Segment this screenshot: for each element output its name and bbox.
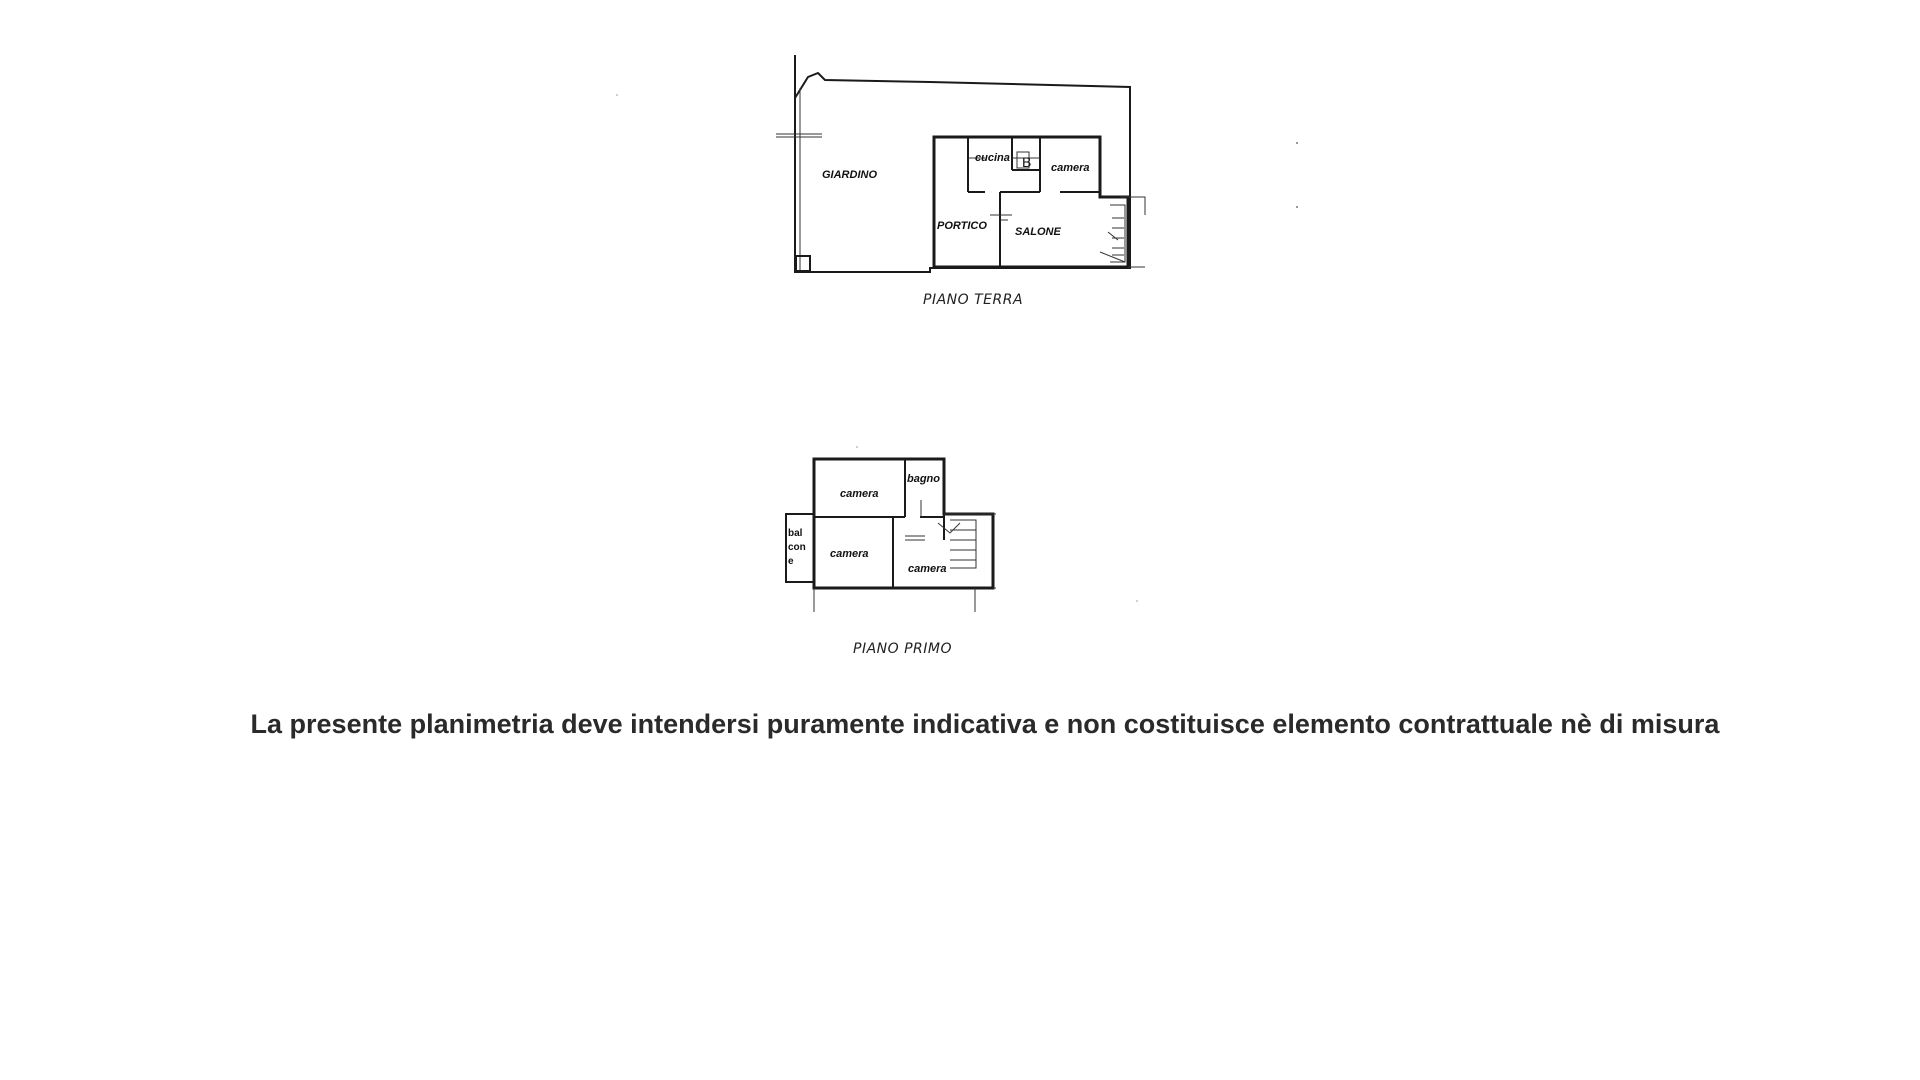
room-label-giardino: GIARDINO (822, 169, 877, 181)
room-label-camera: camera (1051, 162, 1090, 174)
first-floor-title: PIANO PRIMO (853, 641, 952, 657)
room-label-portico: PORTICO (937, 220, 987, 232)
room-label-camera-left: camera (830, 548, 869, 560)
first-floor-outline (814, 459, 993, 588)
room-label-bagno: bagno (907, 473, 940, 485)
ground-floor-plan (776, 55, 1145, 308)
disclaimer-text: La presente planimetria deve intendersi puramente indicativa e non costituisce elemento contrattuale nè di misura (250, 709, 1720, 739)
first-floor-plan (786, 459, 996, 657)
room-label-cucina: cucina (975, 152, 1010, 164)
room-label-bathroom: B (1022, 154, 1032, 170)
ground-floor-title: PIANO TERRA (923, 292, 1024, 308)
garden-corner-box (796, 256, 810, 271)
room-label-balcone-2: con (788, 542, 806, 553)
room-label-balcone-1: bal (788, 528, 803, 539)
room-label-camera-top: camera (840, 488, 879, 500)
room-label-balcone-3: e (788, 556, 794, 567)
room-label-camera-right: camera (908, 563, 947, 575)
room-label-salone: SALONE (1015, 226, 1061, 238)
